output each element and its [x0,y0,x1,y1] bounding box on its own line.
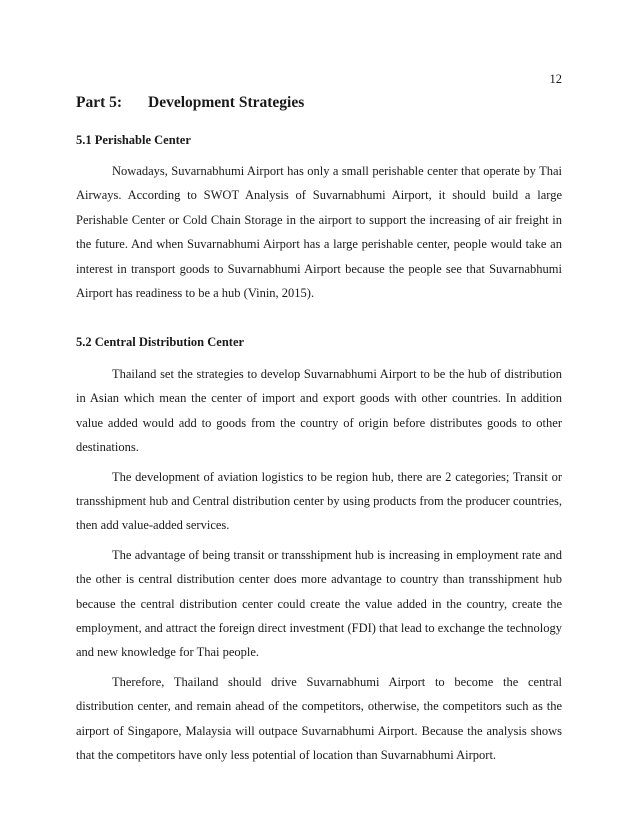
paragraph: The advantage of being transit or transshipment hub is increasing in employment rate and the other is central distribution center does more advantage to country than transshipment hub because the central distribution center could create the value added in the country, create the employment, and attract the foreign direct investment (FDI) that lead to exchange the technology and new knowledge for Thai people. [76,547,562,660]
paragraph: Therefore, Thailand should drive Suvarnabhumi Airport to become the central distribution center, and remain ahead of the competitors, otherwise, the competitors such as the airport of Singapore, Malaysia will outpace Suvarnabhumi Airport. Because the analysis shows that the competitors have only less potential of location than Suvarnabhumi Airport. [76,674,562,763]
section-heading-central-distribution-center: 5.2 Central Distribution Center [76,335,245,349]
part-label: Part 5: [76,94,123,111]
part-heading [76,94,304,112]
page-number: 12 [549,72,562,86]
part-title: Development Strategies [148,94,305,111]
section-heading-perishable-center: 5.1 Perishable Center [76,133,191,147]
paragraph: Thailand set the strategies to develop Suvarnabhumi Airport to be the hub of distribution in Asian which mean the center of import and export goods with other countries. In addition value added would add to goods from the country of origin before distributes goods to other destinations. [76,367,562,455]
section-body-central-distribution-center [76,362,562,768]
paragraph: Nowadays, Suvarnabhumi Airport has only a small perishable center that operate by Thai Airways. According to SWOT Analysis of Suvarnabhumi Airport, it should build a large Perishable Center or Cold Chain Storage in the airport to support the increasing of air freight in the future. And when Suvarnabhumi Airport has a large perishable center, people would take an interest in transport goods to Suvarnabhumi Airport because the people see that Suvarnabhumi Airport has readiness to be a hub (Vinin, 2015). [76,164,562,301]
paragraph: The development of aviation logistics to be region hub, there are 2 categories; Transit or transshipment hub and Central distribution center by using products from the producer countries, then add value-added services. [76,469,562,533]
section-body-perishable-center [76,159,562,305]
